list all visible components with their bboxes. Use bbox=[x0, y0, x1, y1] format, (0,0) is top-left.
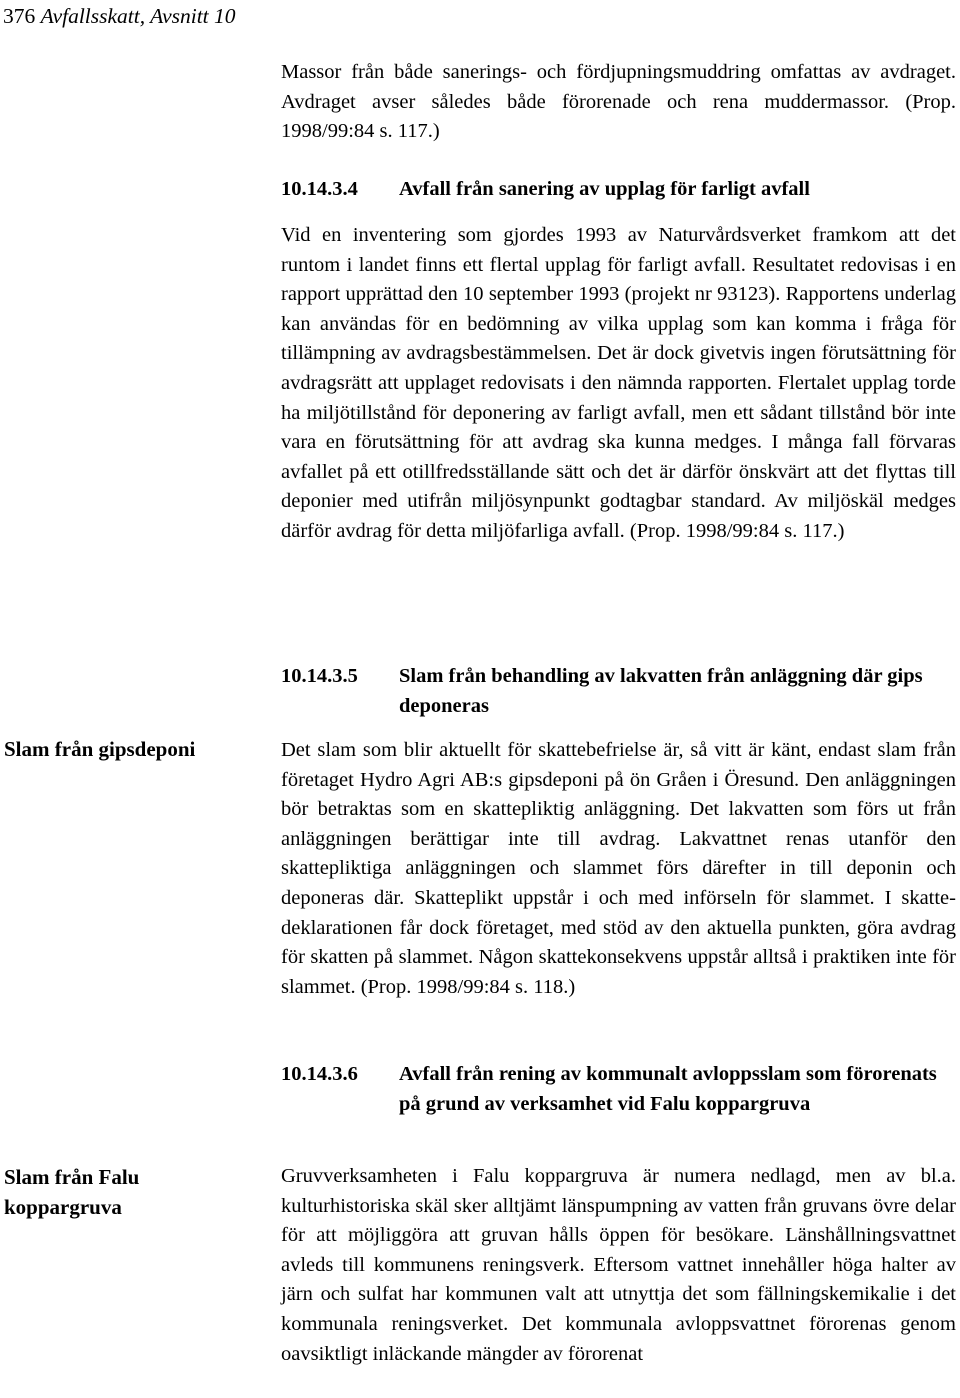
section-heading-10-14-3-6 bbox=[281, 1060, 956, 1120]
section-heading-10-14-3-4 bbox=[281, 175, 956, 205]
section-title: Avfall från rening av kommunalt avloppsslam som förorenats på grund av verksamhet vid Falu koppargruva bbox=[399, 1063, 937, 1115]
margin-note-gipsdeponi: Slam från gipsdeponi bbox=[4, 737, 196, 761]
section-title: Slam från behandling av lakvatten från anläggning där gips deponeras bbox=[399, 665, 923, 717]
section-number: 10.14.3.6 bbox=[281, 1063, 358, 1085]
section-heading-10-14-3-5 bbox=[281, 662, 956, 722]
page-number: 376 bbox=[3, 4, 36, 28]
section-title: Avfall från sanering av upplag för farligt avfall bbox=[399, 178, 810, 200]
section-number: 10.14.3.4 bbox=[281, 178, 358, 200]
section-body-10-14-3-5: Det slam som blir aktuellt för skattebefrielse är, så vitt är känt, endast slam från företaget Hydro Agri AB:s gipsdeponi på ön Gråen i Öresund. Den anläggningen bör betraktas som en skattepliktig anläggning. Det lakvatten som förs ut från anläggningen berättigar inte till avdrag. Lakvattnet renas utanför den skattepliktiga anläggningen och slammet förs därefter in till deponin och deponeras där. Skatteplikt uppstår i och med införseln för slammet. I skattedeklarationen får dock företaget, med stöd av den aktuella punkten, göra avdrag för skatten på slammet. Någon skattekonsekvens uppstår alltså i praktiken inte för slammet. (Prop. 1998/99:84 s. 118.) bbox=[281, 739, 956, 998]
running-header bbox=[3, 2, 236, 30]
running-title: Avfallsskatt, Avsnitt 10 bbox=[40, 4, 236, 28]
intro-paragraph: Massor från både sanerings- och fördjupningsmuddring omfattas av avdraget. Avdraget avser således både förorenade och rena muddermassor. (Prop. 1998/99:84 s. 117.) bbox=[281, 61, 956, 143]
section-number: 10.14.3.5 bbox=[281, 665, 358, 687]
section-body-10-14-3-6: Gruvverksamheten i Falu koppargruva är numera nedlagd, men av bl.a. kulturhistoriska skäl sker alltjämt länspumpning av vatten från gruvans övre delar för att möjliggöra att gruvan hålls öppen för besökare. Länshållningsvattnet avleds till kommunens reningsverk. Eftersom vattnet innehåller höga halter av järn och sulfat har kommunen valt att utnyttja det som fällningskemikalie i det kommunala reningsverket. Det kommunala avloppsvattnet förorenas genom oavsiktligt inläckande mängder av förorenat bbox=[281, 1165, 956, 1365]
section-body-10-14-3-4: Vid en inventering som gjordes 1993 av Naturvårdsverket framkom att det runtom i landet finns ett flertal upplag för farligt avfall. Resultatet redovisas i en rapport upprättad den 10 september 1993 (projekt nr 93123). Rapportens underlag kan användas för en bedömning av vilka upplag som kan komma i fråga för tillämpning av avdragsbestämmelsen. Det är dock givetvis ingen förutsättning för avdragsrätt att upplaget redovisats i den nämnda rapporten. Flertalet upplag torde ha miljötillstånd för deponering av farligt avfall, men ett sådant tillstånd bör inte vara en förutsättning för att avdrag ska kunna medges. I många fall förvaras avfallet på ett otillfredsställande sätt och det är därför önskvärt att det flyttas till deponier med utifrån miljösynpunkt godtagbar standard. Av miljöskäl medges därför avdrag för detta miljöfarliga avfall. (Prop. 1998/99:84 s. 117.) bbox=[281, 224, 956, 542]
margin-note-falu-koppargruva: Slam från Falu koppargruva bbox=[4, 1165, 140, 1219]
